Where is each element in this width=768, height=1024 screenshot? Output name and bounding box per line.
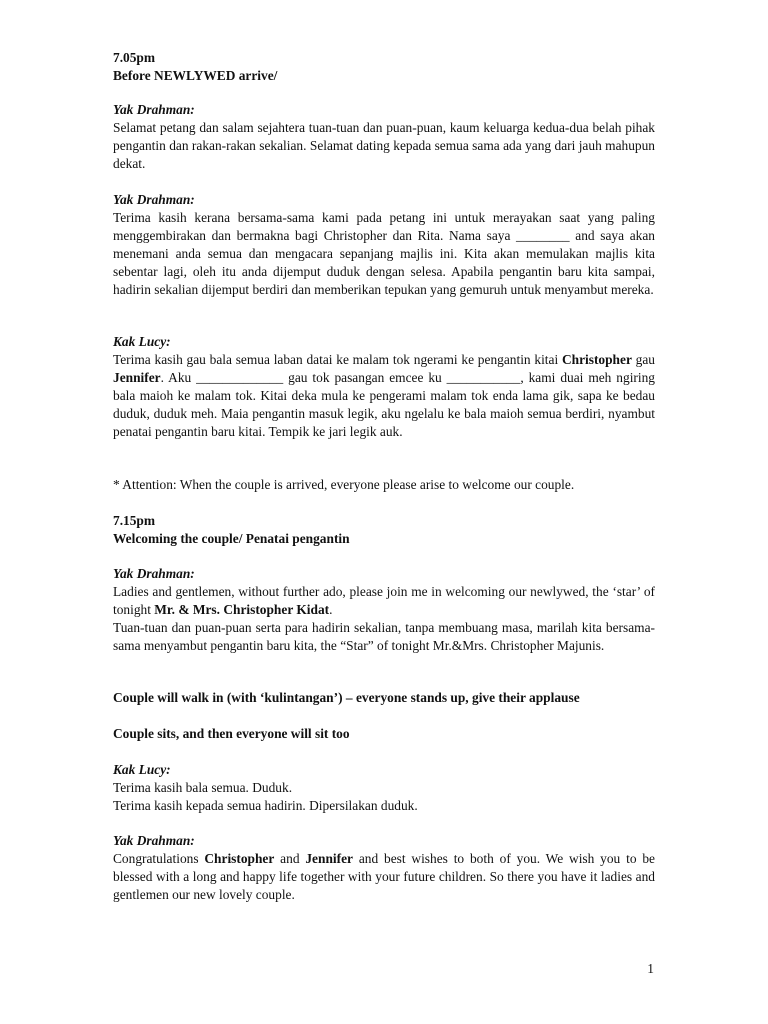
speech-block	[113, 101, 655, 173]
speech-block	[113, 832, 655, 904]
page-number: 1	[647, 961, 654, 976]
speaker-name: Kak Lucy:	[113, 334, 171, 349]
speaker-name: Yak Drahman:	[113, 102, 195, 117]
speech-text: Congratulations Christopher and Jennifer and best wishes to both of you. We wish you to be blessed with a long and happy life together with your future children. So there you have it ladies and gentlemen our new lovely couple.	[113, 850, 655, 902]
speech-text: Terima kasih kerana bersama-sama kami pada petang ini untuk merayakan saat yang paling menggembirakan dan bermakna bagi Christopher dan Rita. Nama saya ________ and saya akan menemani anda semua dan mengacara sepanjang majlis ini. Kita akan memulakan majlis kita sebentar lagi, oleh itu anda dijemput duduk dengan selesa. Apabila pengantin baru kita sampai, hadirin sekalian dijemput berdiri dan memberikan tepukan yang gemuruh untuk menyambut mereka.	[113, 209, 655, 297]
speech-text: Terima kasih bala semua. Duduk.	[113, 779, 293, 795]
speaker-name: Kak Lucy:	[113, 762, 171, 777]
section-time: 7.05pm	[113, 50, 156, 65]
speaker-name: Yak Drahman:	[113, 192, 195, 207]
speech-text: Terima kasih kepada semua hadirin. Dipersilakan duduk.	[113, 797, 418, 813]
stage-instruction: Couple sits, and then everyone will sit too	[113, 726, 350, 741]
section-2-header	[113, 512, 655, 548]
speech-text-malay: Tuan-tuan dan puan-puan serta para hadirin sekalian, tanpa membuang masa, marilah kita bersama-sama menyambut pengantin baru kita, the “Star” of tonight Mr.&Mrs. Christopher Majunis.	[113, 619, 655, 653]
attention-note: * Attention: When the couple is arrived, everyone please arise to welcome our couple.	[113, 477, 575, 492]
groom-name: Christopher	[204, 850, 275, 866]
stage-instruction: Couple will walk in (with ‘kulintangan’) – everyone stands up, give their applause	[113, 690, 580, 705]
section-time: 7.15pm	[113, 513, 156, 528]
speech-text: Selamat petang dan salam sejahtera tuan-tuan dan puan-puan, kaum keluarga kedua-dua belah pihak pengantin dan rakan-rakan sekalian. Selamat dating kepada semua sama ada yang dari jauh mahupun dekat.	[113, 119, 655, 171]
couple-name: Mr. & Mrs. Christopher Kidat	[154, 601, 330, 617]
speech-block	[113, 761, 655, 815]
speech-block	[113, 191, 655, 298]
speech-block	[113, 565, 655, 655]
section-title: Before NEWLYWED arrive/	[113, 67, 278, 83]
speech-text: Ladies and gentlemen, without further ado, please join me in welcoming our newlywed, the ‘star’ of tonight Mr. & Mrs. Christopher Kidat.	[113, 583, 655, 617]
bride-name: Jennifer	[305, 850, 353, 866]
speech-block	[113, 333, 655, 440]
bride-name: Jennifer	[113, 369, 161, 385]
section-title: Welcoming the couple/ Penatai pengantin	[113, 530, 350, 546]
groom-name: Christopher	[561, 351, 632, 367]
section-1-header	[113, 49, 655, 85]
speaker-name: Yak Drahman:	[113, 566, 195, 581]
speaker-name: Yak Drahman:	[113, 833, 195, 848]
speech-text: Terima kasih gau bala semua laban datai ke malam tok ngerami ke pengantin kitai Christopher gau Jennifer. Aku _____________ gau tok pasangan emcee ku ___________, kami duai meh ngiring bala maioh ke malam tok. Kitai deka mula ke pengerami malam tok enda lama gik, sapa ke bedau duduk, duduk meh. Maia pengantin masuk legik, aku ngelalu ke bala maioh semua berdiri, nyambut penatai pengantin baru kitai. Tempik ke jari legik auk.	[113, 351, 655, 439]
